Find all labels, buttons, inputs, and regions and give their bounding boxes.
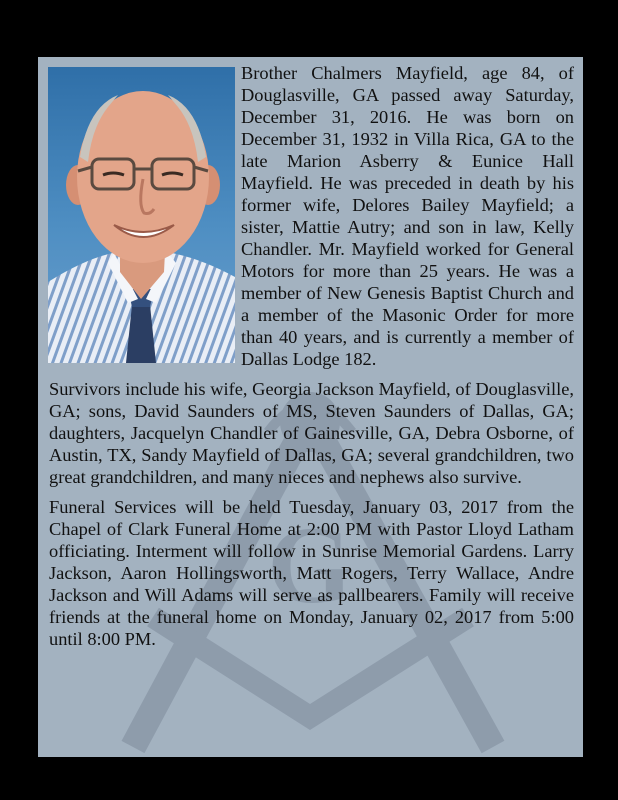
- obituary-paragraph-biography: Brother Chalmers Mayfield, age 84, of Douglasville, GA passed away Saturday, December 31, 2016. He was born on December 31, 1932 in Villa Rica, GA to the late Marion Asberry & Eunice Hall Mayfield. He was preceded in death by his former wife, Delores Bailey Mayfield; a sister, Mattie Autry; and son in law, Kelly Chandler. Mr. Mayfield worked for General Motors for more than 25 years. He was a member of New Genesis Baptist Church and a member of the Masonic Order for more than 40 years, and is currently a member of Dallas Lodge 182.: [241, 63, 574, 369]
- obituary-paragraph-services: Funeral Services will be held Tuesday, January 03, 2017 from the Chapel of Clark Funeral Home at 2:00 PM with Pastor Lloyd Latham officiating. Interment will follow in Sunrise Memorial Gardens. Larry Jackson, Aaron Hollingsworth, Matt Rogers, Terry Wallace, Andre Jackson and Will Adams will serve as pallbearers. Family will receive friends at the funeral home on Monday, January 02, 2017 from 5:00 until 8:00 PM.: [49, 497, 574, 649]
- obituary-text: [49, 62, 574, 650]
- obituary-paragraph-survivors: Survivors include his wife, Georgia Jackson Mayfield, of Douglasville, GA; sons, David Saunders of MS, Steven Saunders of Dallas, GA; daughters, Jacquelyn Chandler of Gainesville, GA, Debra Osborne, of Austin, TX, Sandy Mayfield of Dallas, GA; several grandchildren, two great grandchildren, and many nieces and nephews also survive.: [49, 379, 574, 487]
- svg-text:G: G: [267, 504, 353, 626]
- obituary-panel: [38, 57, 583, 757]
